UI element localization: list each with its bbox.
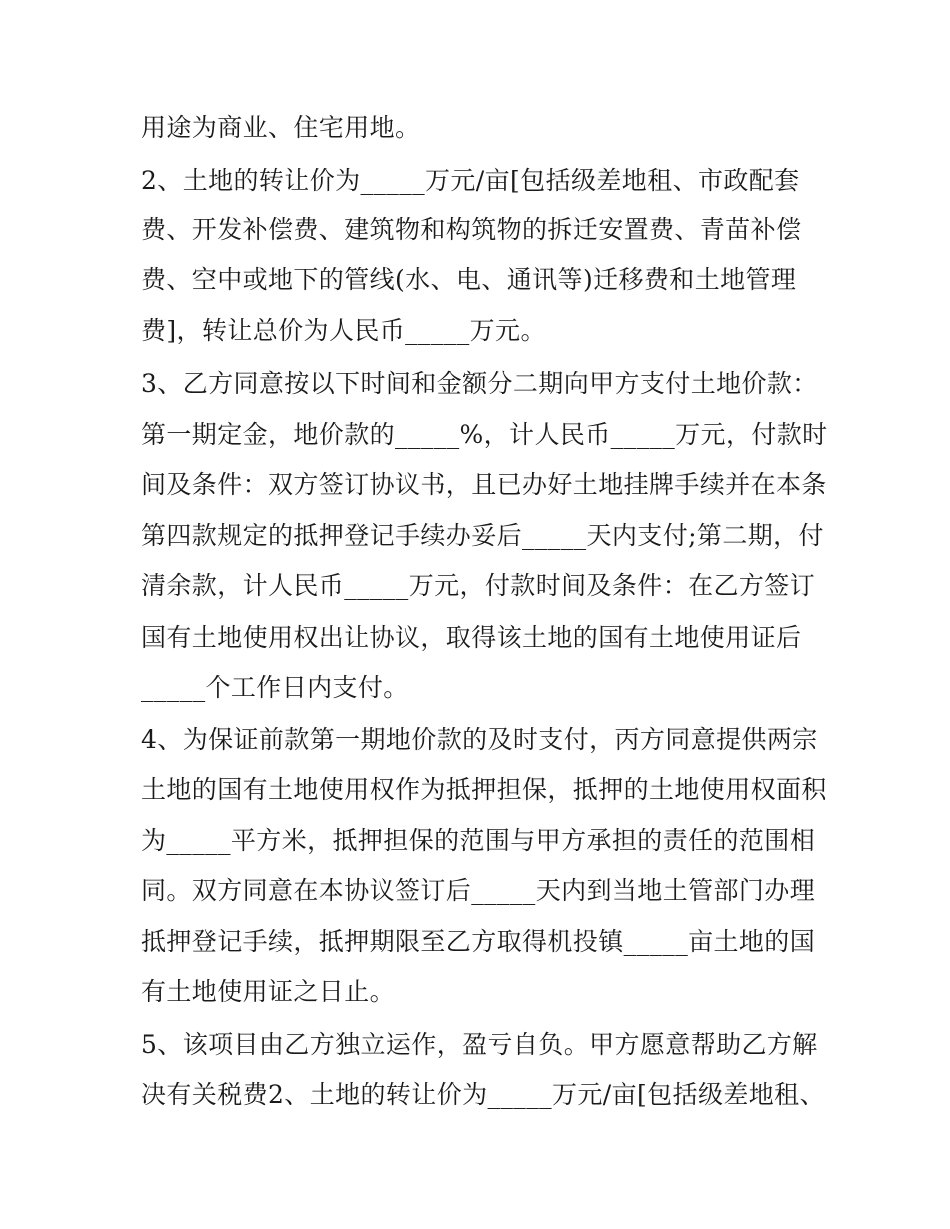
text-line: 同。双方同意在本协议签订后_____天内到当地土管部门办理 <box>141 876 816 905</box>
text-line: 第一期定金，地价款的_____%，计人民币_____万元，付款时 <box>141 420 828 449</box>
text-line: 费]，转让总价为人民币_____万元。 <box>141 316 546 345</box>
text-line: 第四款规定的抵押登记手续办妥后_____天内支付;第二期，付 <box>141 521 824 550</box>
text-line: 国有土地使用权出让协议，取得该土地的国有土地使用证后 <box>141 623 802 652</box>
text-line: 费、开发补偿费、建筑物和构筑物的拆迁安置费、青苗补偿 <box>141 215 802 244</box>
text-line: 4、为保证前款第一期地价款的及时支付，丙方同意提供两宗 <box>141 725 818 754</box>
text-line: 为_____平方米，抵押担保的范围与甲方承担的责任的范围相 <box>141 826 816 855</box>
text-line: _____个工作日内支付。 <box>141 673 409 702</box>
text-line: 决有关税费2、土地的转让价为_____万元/亩[包括级差地租、 <box>141 1080 825 1109</box>
text-line: 间及条件：双方签订协议书，且已办好土地挂牌手续并在本条 <box>141 470 827 499</box>
text-line: 5、该项目由乙方独立运作，盈亏自负。甲方愿意帮助乙方解 <box>141 1030 818 1059</box>
text-line: 清余款，计人民币_____万元，付款时间及条件：在乙方签订 <box>141 571 816 600</box>
text-line: 有土地使用证之日止。 <box>141 977 396 1006</box>
text-line: 用途为商业、住宅用地。 <box>141 113 421 142</box>
text-line: 费、空中或地下的管线(水、电、通讯等)迁移费和土地管理 <box>141 265 797 294</box>
text-line: 3、乙方同意按以下时间和金额分二期向甲方支付土地价款： <box>141 369 818 398</box>
text-line: 2、土地的转让价为_____万元/亩[包括级差地租、市政配套 <box>141 166 800 195</box>
text-line: 土地的国有土地使用权作为抵押担保，抵押的土地使用权面积 <box>141 775 827 804</box>
text-line: 抵押登记手续，抵押期限至乙方取得机投镇_____亩土地的国 <box>141 927 816 956</box>
